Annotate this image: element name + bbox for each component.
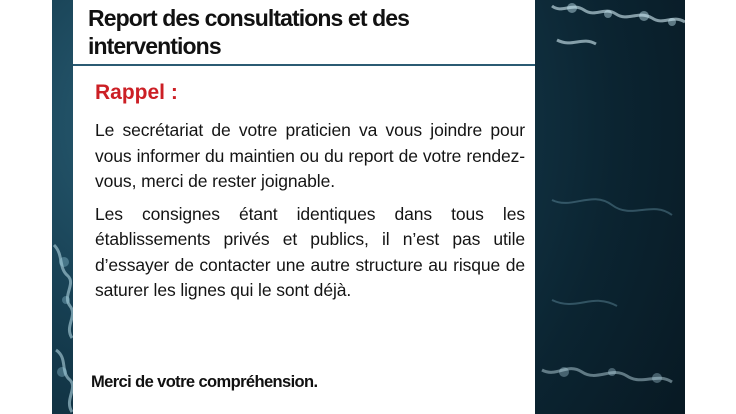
card-body — [95, 80, 525, 311]
card-title: Report des consultations et des interventions — [88, 5, 409, 59]
paragraph-instructions: Les consignes étant identiques dans tous les établissements privés et publics, il n’est pas utile d’essayer de contacter une autre structure au risque de saturer les lignes qui le sont déjà. — [95, 203, 525, 300]
closing-message: Merci de votre compréhension. — [91, 373, 318, 391]
paragraph-reminder: Le secrétariat de votre praticien va vous joindre pour vous informer du maintien ou du report de votre rendez-vous, merci de rester joignable. — [95, 120, 525, 191]
rappel-heading: Rappel : — [95, 81, 178, 104]
info-card — [73, 0, 535, 414]
card-header — [73, 0, 535, 66]
